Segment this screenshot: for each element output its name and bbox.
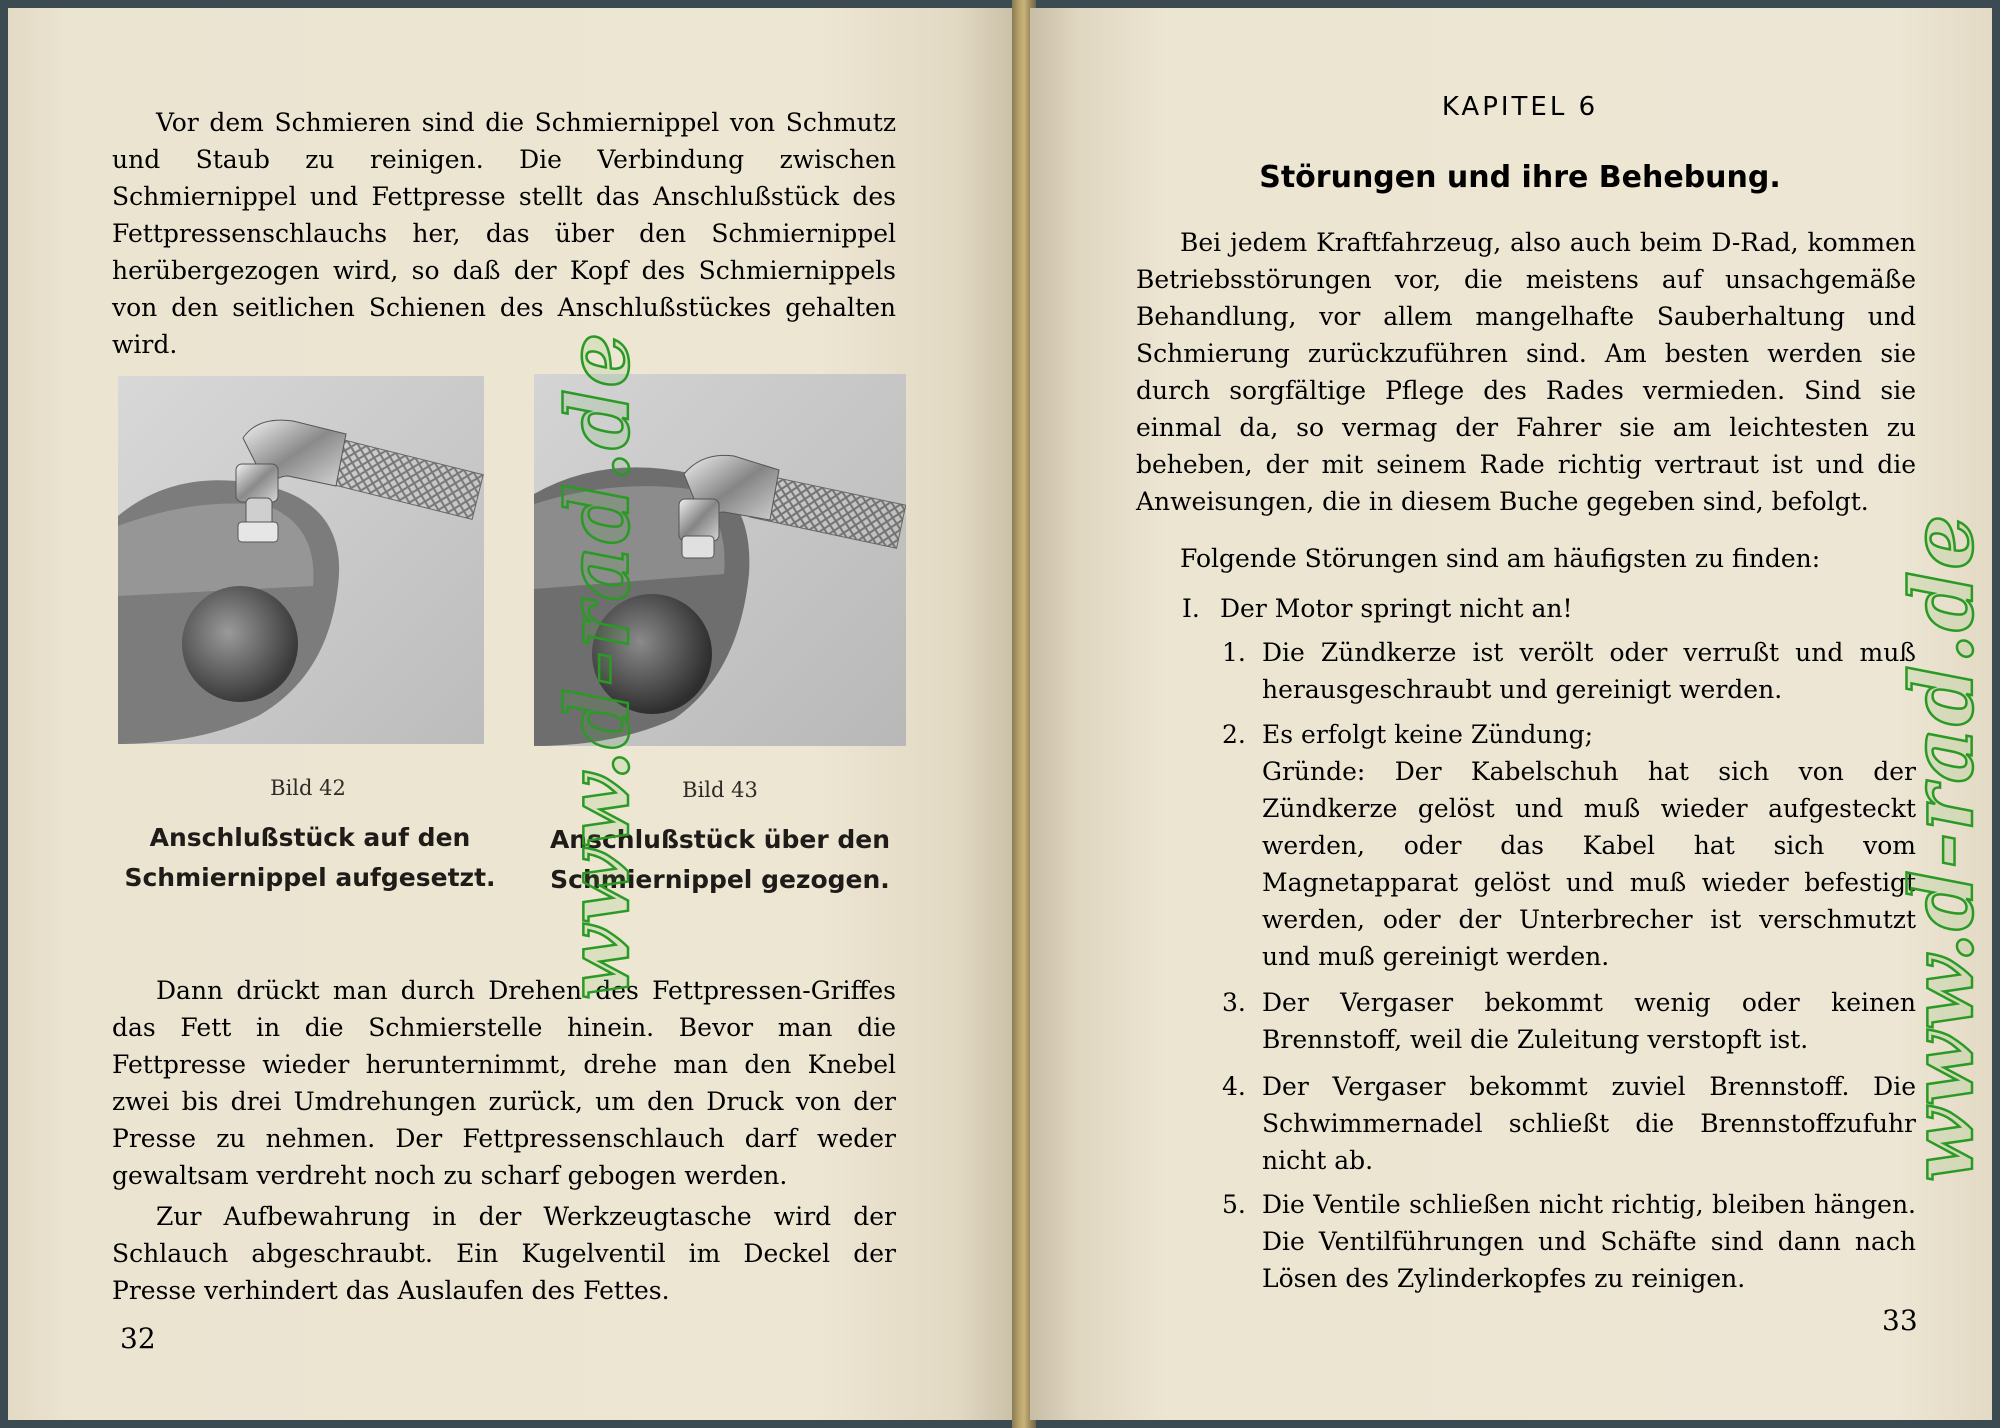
figure-2-title-line-2: Schmiernippel gezogen.: [550, 865, 890, 894]
left-page-number: 32: [120, 1322, 156, 1355]
item-4-text: Der Vergaser bekommt zuviel Brennstoff. Die Schwimmernadel schließt die Brennstoffzufuhr nicht ab.: [1262, 1072, 1916, 1175]
watermark-right: www.d-rad.de: [1892, 512, 1993, 1182]
section-title: Der Motor springt nicht an!: [1220, 594, 1573, 623]
item-5-number: 5.: [1222, 1190, 1246, 1219]
watermark-left: www.d-rad.de: [548, 330, 649, 1000]
figure-1-title-line-1: Anschlußstück auf den: [149, 823, 471, 852]
photo-bild-42: [118, 376, 484, 744]
right-page-number: 33: [1882, 1304, 1918, 1337]
chapter-heading: Störungen und ihre Behebung.: [1259, 160, 1781, 195]
item-2-number: 2.: [1222, 720, 1246, 749]
item-3-text: Der Vergaser bekommt wenig oder keinen Brennstoff, weil die Zuleitung verstopft ist.: [1262, 988, 1916, 1054]
right-paragraph-1: Bei jedem Kraftfahrzeug, also auch beim D-Rad, kommen Betriebsstörungen vor, die meistens auf unsachgemäße Behandlung, vor allem mangelhafte Sauberhaltung und Schmierung zurückzuführen sind. Am besten werden sie durch sorgfältige Pflege des Rades vermieden. Sind sie einmal da, so vermag der Fahrer sie am leichtesten zu beheben, der mit seinem Rade richtig vertraut ist und die Anweisungen, die in diesem Buche gegeben sind, befolgt.: [1136, 228, 1916, 516]
item-1-text: Die Zündkerze ist verölt oder verrußt und muß herausgeschraubt und gereinigt werden.: [1262, 638, 1916, 704]
item-2-text: Es erfolgt keine Zündung;: [1262, 720, 1594, 749]
left-paragraph-1: Vor dem Schmieren sind die Schmiernippel von Schmutz und Staub zu reinigen. Die Verbindung zwischen Schmiernippel und Fettpresse stellt das Anschlußstück des Fettpressenschlauchs her, das über den Schmiernippel herübergezogen wird, so daß der Kopf des Schmiernippels von den seitlichen Schienen des Anschlußstückes gehalten wird.: [112, 108, 896, 359]
item-4-number: 4.: [1222, 1072, 1246, 1101]
item-3-number: 3.: [1222, 988, 1246, 1017]
grease-nipple-photo-1: [118, 376, 484, 744]
figure-1-label: Bild 42: [270, 776, 346, 800]
item-2-reasons: Gründe: Der Kabelschuh hat sich von der Zündkerze gelöst und muß wieder aufgesteckt werden, oder das Kabel hat sich vom Magnetapparat gelöst und muß wieder befestigt werden, oder der Unterbrecher ist verschmutzt und muß gereinigt werden.: [1262, 757, 1916, 971]
right-paragraph-2: Folgende Störungen sind am häufigsten zu finden:: [1180, 544, 1821, 573]
figure-2-title-line-1: Anschlußstück über den: [549, 825, 891, 854]
section-number: I.: [1182, 594, 1200, 623]
chapter-label: KAPITEL 6: [1441, 92, 1599, 122]
item-1-number: 1.: [1222, 638, 1246, 667]
figure-2-label: Bild 43: [682, 778, 758, 802]
figure-1-title-line-2: Schmiernippel aufgesetzt.: [124, 863, 496, 892]
left-paragraph-3: Zur Aufbewahrung in der Werkzeugtasche wird der Schlauch abgeschraubt. Ein Kugelventil im Deckel der Presse verhindert das Auslaufen des Fettes.: [112, 1202, 896, 1305]
item-5-text: Die Ventile schließen nicht richtig, bleiben hängen. Die Ventilführungen und Schäfte sind dann nach Lösen des Zylinderkopfes zu reinigen.: [1262, 1190, 1916, 1293]
left-paragraph-2: Dann drückt man durch Drehen des Fettpressen-Griffes das Fett in die Schmierstelle hinein. Bevor man die Fettpresse wieder herunternimmt, drehe man den Knebel zwei bis drei Umdrehungen zurück, um den Druck von der Presse zu nehmen. Der Fettpressenschlauch darf weder gewaltsam verdreht noch zu scharf gebogen werden.: [112, 976, 896, 1190]
